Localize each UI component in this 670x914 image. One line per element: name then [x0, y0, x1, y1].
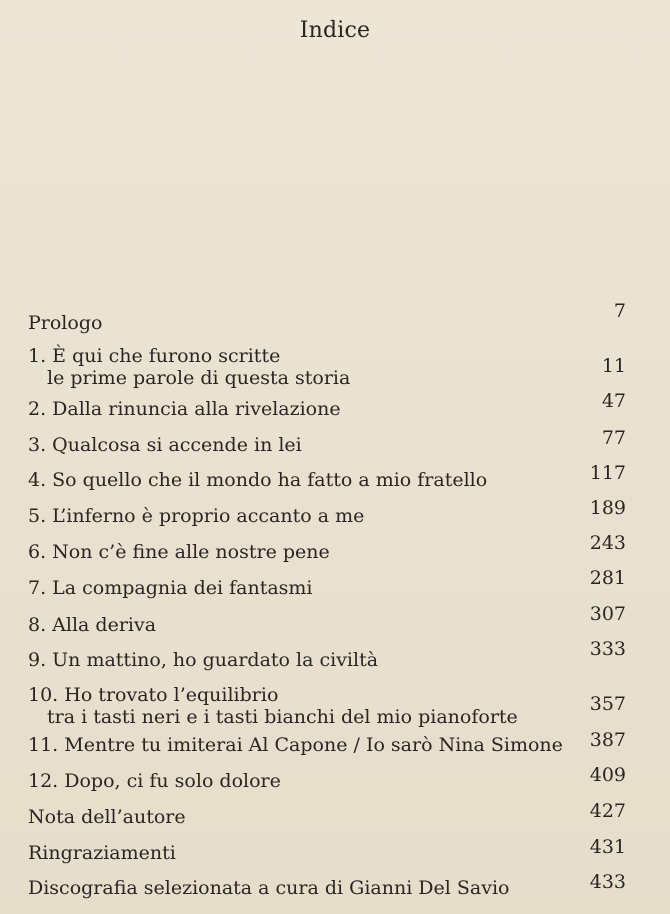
toc-entry-chapter-12 — [28, 770, 628, 792]
toc-entry-title: 2. Dalla rinuncia alla rivelazione — [28, 398, 341, 420]
toc-entry-title: Nota dell’autore — [28, 806, 186, 828]
toc-entry-title: 9. Un mattino, ho guardato la civiltà — [28, 649, 379, 671]
toc-page-number: 333 — [589, 638, 626, 660]
toc-page-number: 433 — [589, 871, 626, 893]
toc-entry-title: 6. Non c’è fine alle nostre pene — [28, 541, 330, 563]
toc-page-number: 409 — [589, 764, 626, 786]
toc-entry-discography — [28, 877, 628, 899]
toc-page-number: 243 — [589, 532, 626, 554]
toc-entry-title: 1. È qui che furono scritte — [28, 345, 281, 367]
toc-page-number: 77 — [601, 427, 626, 449]
toc-entry-author-note — [28, 806, 628, 828]
toc-page-number: 357 — [589, 693, 626, 715]
toc-entry-chapter-11 — [28, 734, 628, 756]
toc-entry-chapter-3 — [28, 434, 628, 456]
toc-page-number: 189 — [589, 497, 626, 519]
toc-entry-title: 4. So quello che il mondo ha fatto a mio fratello — [28, 469, 488, 491]
toc-page-number: 47 — [601, 390, 626, 412]
toc-entry-title: 12. Dopo, ci fu solo dolore — [28, 770, 281, 792]
toc-entry-title: 10. Ho trovato l’equilibrio — [28, 684, 279, 706]
toc-entry-chapter-9 — [28, 649, 628, 671]
toc-entry-chapter-8 — [28, 614, 628, 636]
page-title: Indice — [299, 18, 371, 43]
toc-entry-chapter-5 — [28, 505, 628, 527]
toc-entry-chapter-1 — [28, 345, 628, 389]
toc-entry-title-continued: tra i tasti neri e i tasti bianchi del mio pianoforte — [47, 706, 518, 728]
toc-entry-title: 7. La compagnia dei fantasmi — [28, 577, 313, 599]
toc-page-number: 387 — [589, 729, 626, 751]
toc-entry-title: 3. Qualcosa si accende in lei — [28, 434, 302, 456]
toc-entry-title: Prologo — [28, 312, 103, 334]
toc-entry-title: Ringraziamenti — [28, 842, 176, 864]
toc-entry-chapter-6 — [28, 541, 628, 563]
toc-entry-chapter-7 — [28, 577, 628, 599]
toc-entry-title: 5. L’inferno è proprio accanto a me — [28, 505, 365, 527]
toc-entry-title: Discografia selezionata a cura di Gianni Del Savio — [28, 877, 510, 899]
toc-page-number: 307 — [589, 603, 626, 625]
toc-entry-chapter-10 — [28, 684, 628, 728]
toc-entry-acknowledgements — [28, 842, 628, 864]
toc-entry-prologo — [28, 312, 628, 334]
toc-entry-title-continued: le prime parole di questa storia — [47, 367, 351, 389]
toc-page-number: 281 — [589, 567, 626, 589]
toc-entry-title: 8. Alla deriva — [28, 614, 157, 636]
toc-page-number: 427 — [589, 800, 626, 822]
toc-page-number: 11 — [601, 355, 626, 377]
toc-entry-title: 11. Mentre tu imiterai Al Capone / Io sarò Nina Simone — [28, 734, 563, 756]
toc-entry-chapter-4 — [28, 469, 628, 491]
toc-page-number: 7 — [613, 300, 626, 322]
toc-entry-chapter-2 — [28, 398, 628, 420]
toc-page-number: 117 — [589, 462, 626, 484]
toc-page-number: 431 — [589, 836, 626, 858]
